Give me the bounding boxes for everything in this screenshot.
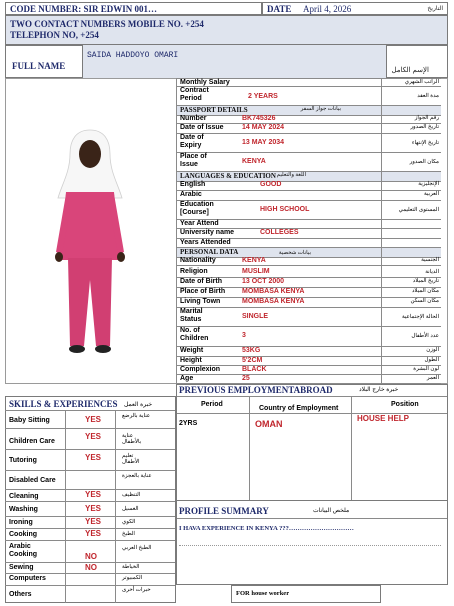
profile-footer-text: FOR house worker [236,590,290,597]
skill-tutoring-arabic: تعليم الأطفال [122,453,140,465]
skill-ironing-label: Ironing [9,519,33,526]
height-row [176,357,441,366]
profile-summary-text: I HAVA EXPERIENCE IN KENYA ???………………………… [179,525,354,532]
issue-date-label: Date of Issue [180,124,224,131]
age-label: Age [180,375,194,382]
skill-cooking-label: Cooking [9,531,37,538]
left-table-divider [176,78,177,384]
complexion-label: Complexion [180,366,221,373]
col-country-label: Country of Employment [259,405,339,412]
skill-arabic-cooking [5,541,175,563]
religion-arabic: الديانة [425,269,439,275]
complexion-value: BLACK [242,366,267,373]
skill-baby-sitting-label: Baby Sitting [9,417,50,424]
education-arabic: المستوى التعليمي [398,207,439,213]
skill-arabic-cooking-label: Arabic Cooking [9,543,37,558]
profile-summary-box [176,501,448,585]
children-value: 3 [242,332,246,339]
english-row [176,181,441,191]
passport-number-label: Number [180,115,207,122]
weight-row [176,347,441,357]
employment-col-line-2 [351,396,352,500]
nationality-arabic: الجنسية [421,257,439,263]
contract-period-arabic: مدة العقد [417,93,439,99]
skill-tutoring-label: Tutoring [9,457,37,464]
employment-title-arabic: خبرة خارج البلاد [359,387,399,393]
full-name-label: FULL NAME [12,61,66,71]
skill-washing-value: YES [85,504,102,513]
skill-computers [5,574,175,586]
skill-disabled-care-label: Disabled Care [9,477,56,484]
skill-children-care-label: Children Care [9,438,55,445]
languages-title: LANGUAGES & EDUCATION [180,172,276,180]
date-label: DATE [267,4,292,14]
skill-sewing-label: Sewing [9,564,34,571]
col-period-label: Period [201,401,223,408]
skill-others-arabic: خبرات أخرى [122,587,151,593]
issue-date-arabic: تاريخ الصدور [410,124,439,130]
nationality-value: KENYA [242,257,266,264]
height-arabic: الطول [424,357,439,363]
education-label: Education [Course] [180,201,214,216]
code-number: CODE NUMBER: SIR EDWIN 001… [10,4,158,14]
passport-title-arabic: بيانات جواز السفر [300,106,341,112]
employment-header-line [177,396,447,397]
skills-title-arabic: خبرة العمل [124,402,153,408]
arabic-row [176,191,441,201]
marital-arabic: الحالة الإجتماعية [401,314,439,320]
passport-place-row [176,153,441,172]
place-issue-label: Place of Issue [180,153,207,168]
skill-others [5,586,175,603]
passport-number-arabic: رقم الجواز [414,115,439,121]
skill-cleaning-label: Cleaning [9,493,39,500]
profile-summary-line [177,518,447,519]
contract-period-value: 2 YEARS [248,93,278,100]
skill-others-label: Others [9,591,32,598]
english-arabic: الإنجليزية [418,181,439,187]
education-value: HIGH SCHOOL [260,206,310,213]
skill-arabic-cooking-arabic: الطبخ العربي [122,545,152,551]
monthly-salary-label: Monthly Salary [180,79,230,86]
employment-table [176,384,448,501]
passport-number-row [176,115,441,124]
date-cell [262,2,448,15]
contact-line-telephone: TELEPHON NO, +254 [10,30,99,40]
height-label: Height [180,357,202,364]
skill-tutoring-value: YES [85,453,102,462]
skill-baby-sitting-value: YES [85,415,102,424]
skill-washing [5,502,175,517]
english-value: GOOD [260,181,282,188]
person-photo [40,120,140,360]
weight-label: Weight [180,347,204,354]
living-town-value: MOMBASA KENYA [242,298,305,305]
skill-tutoring [5,450,175,471]
marital-label: Marital Status [180,308,203,323]
children-arabic: عدد الأطفال [411,333,439,339]
complexion-row [176,366,441,375]
marital-row [176,308,441,327]
religion-row [176,266,441,278]
skill-sewing [5,563,175,574]
age-row [176,375,441,384]
skill-disabled-care-arabic: عناية بالعجزة [122,473,152,479]
children-row [176,327,441,347]
employment-title: PREVIOUS EMPLOYMENTABROAD [179,385,333,395]
living-town-row [176,298,441,308]
height-value: 5'2CM [242,357,263,364]
skill-disabled-care [5,471,175,490]
skill-washing-label: Washing [9,506,38,513]
university-label: University name [180,229,235,236]
passport-number-value: BK745326 [242,115,276,122]
date-arabic: التاريخ [427,6,443,12]
pob-arabic: مكان الميلاد [411,288,439,294]
profile-footer-box [231,585,381,603]
issue-date-value: 14 MAY 2024 [242,124,285,131]
skill-cooking [5,529,175,541]
university-row [176,229,441,239]
personal-title: PERSONAL DATA [180,248,239,256]
religion-label: Religion [180,268,208,275]
employment-col-line-1 [249,396,250,500]
arabic-arabic: العربية [423,191,439,197]
profile-dotted-line [179,545,441,546]
monthly-salary-arabic: الراتب الشهري [404,79,439,85]
date-value: April 4, 2026 [303,4,352,14]
contact-cell [5,15,448,45]
full-name-value-box [82,45,387,78]
place-issue-arabic: مكان الصدور [409,159,439,165]
skill-washing-arabic: الغسيل [122,506,139,512]
col-position-label: Position [391,401,419,408]
full-name-arabic: الإسم الكامل [391,67,429,74]
skill-children-care-value: YES [85,432,102,441]
dob-label: Date of Birth [180,278,222,285]
code-number-cell [5,2,262,15]
age-arabic: العمر [426,375,439,381]
full-name-value: SAIDA HADDOYO OMARI [87,51,179,60]
place-issue-value: KENYA [242,158,266,165]
years-attended-row [176,239,441,248]
living-town-label: Living Town [180,298,221,305]
skill-cooking-value: YES [85,529,102,538]
contact-line-mobile: TWO CONTACT NUMBERS MOBILE NO. +254 [10,19,204,29]
pob-row [176,288,441,298]
profile-summary-title-arabic: ملخص البيانات [313,508,350,514]
employment-position-value: HOUSE HELP [357,414,410,423]
employment-period-value: 2YRS [179,420,198,427]
pob-label: Place of Birth [180,288,226,295]
living-town-arabic: مكان السكن [410,298,439,304]
year-attend-label: Year Attend [180,220,219,227]
pob-value: MOMBASA KENYA [242,288,305,295]
skill-cleaning [5,490,175,502]
nationality-label: Nationality [180,257,216,264]
skill-computers-label: Computers [9,575,46,582]
skill-ironing [5,517,175,529]
skill-cleaning-arabic: التنظيف [122,492,141,498]
skill-baby-sitting-arabic: عناية بالرضع [122,413,151,419]
arabic-label: Arabic [180,191,202,198]
complexion-arabic: لون البشرة [413,366,439,372]
employment-country-value: OMAN [255,419,283,429]
expiry-date-arabic: تاريخ الإنتهاء [411,140,439,146]
religion-value: MUSLIM [242,268,270,275]
children-label: No. of Children [180,327,209,342]
skill-ironing-arabic: الكوي [122,519,136,525]
expiry-date-label: Date of Expiry [180,134,204,149]
nationality-row [176,257,441,266]
skill-cooking-arabic: الطبخ [122,531,135,537]
skill-cleaning-value: YES [85,490,102,499]
skill-sewing-value: NO [85,563,97,572]
languages-title-arabic: اللغة والتعليم [276,172,306,178]
skills-title: SKILLS & EXPERIENCES [9,399,118,409]
contract-period-label: Contract Period [180,87,209,102]
full-name-cell [5,45,448,78]
right-table-divider [381,78,382,384]
contract-period-row [176,87,441,106]
dob-value: 13 OCT 2000 [242,278,285,285]
year-attend-row [176,220,441,229]
skill-baby-sitting [5,410,175,429]
skill-arabic-cooking-value: NO [85,552,97,561]
monthly-salary-row [176,78,441,87]
weight-arabic: الوزن [426,347,439,353]
english-label: English [180,181,206,188]
years-attended-label: Years Attended [180,239,231,246]
education-row [176,201,441,220]
marital-value: SINGLE [242,313,269,320]
expiry-date-value: 13 MAY 2034 [242,139,285,146]
skill-sewing-arabic: الخياطة [122,564,140,570]
age-value: 25 [242,375,250,382]
weight-value: 53KG [242,347,261,354]
personal-title-arabic: بيانات شخصية [278,250,311,256]
dob-arabic: تاريخ الميلاد [412,278,439,284]
university-value: COLLEGES [260,229,299,236]
skill-ironing-value: YES [85,517,102,526]
passport-issue-date-row [176,124,441,134]
passport-expiry-row [176,134,441,153]
skill-children-care-arabic: عناية بالأطفال [122,433,142,445]
skill-computers-arabic: الكمبيوتر [122,575,143,581]
passport-title: PASSPORT DETAILS [180,106,248,114]
profile-summary-title: PROFILE SUMMARY [179,506,269,516]
skill-children-care [5,429,175,450]
dob-row [176,278,441,288]
